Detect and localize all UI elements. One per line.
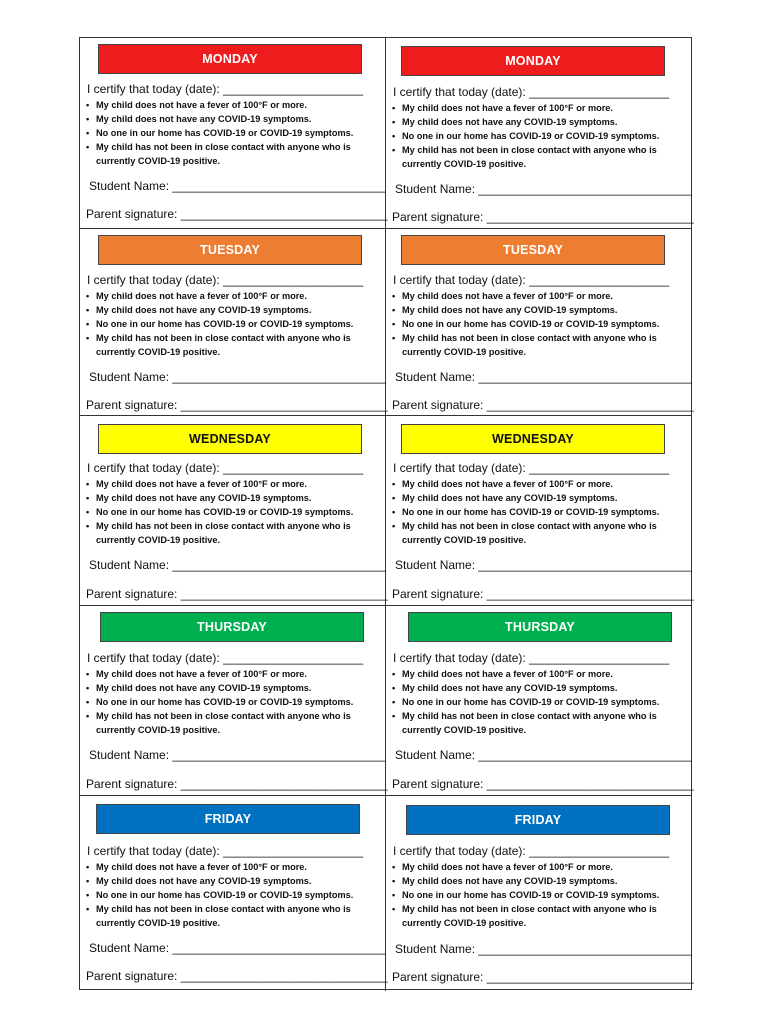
parent-signature-blank[interactable]: _______________________________ <box>180 398 388 412</box>
day-banner-friday: FRIDAY <box>406 805 670 835</box>
parent-signature-line <box>86 207 388 221</box>
parent-signature-blank[interactable]: _______________________________ <box>180 207 388 221</box>
certify-line <box>87 844 363 858</box>
statement-list <box>392 860 684 930</box>
certify-label: I certify that today (date): <box>393 651 526 665</box>
student-name-blank[interactable]: ________________________________ <box>172 179 386 193</box>
parent-signature-label: Parent signature: <box>86 207 178 221</box>
student-name-line <box>395 182 692 196</box>
parent-signature-line <box>86 969 388 983</box>
parent-signature-line <box>86 587 388 601</box>
certification-card <box>386 38 692 228</box>
statement-fever: • My child does not have a fever of 100°F or more. <box>392 667 684 681</box>
day-banner-monday: MONDAY <box>401 46 665 76</box>
certify-line <box>393 85 669 99</box>
student-name-blank[interactable]: ________________________________ <box>478 748 692 762</box>
date-blank[interactable]: _____________________ <box>223 844 364 858</box>
student-name-line <box>395 942 692 956</box>
day-banner-tuesday: TUESDAY <box>98 235 362 265</box>
day-banner-tuesday: TUESDAY <box>401 235 665 265</box>
day-row-wednesday <box>80 416 694 606</box>
certify-label: I certify that today (date): <box>87 651 220 665</box>
statement-household: • No one in our home has COVID-19 or COVID-19 symptoms. <box>86 888 378 902</box>
student-name-blank[interactable]: ________________________________ <box>172 941 386 955</box>
statement-fever: • My child does not have a fever of 100°F or more. <box>392 289 684 303</box>
statement-fever: • My child does not have a fever of 100°F or more. <box>86 667 378 681</box>
day-banner-thursday: THURSDAY <box>100 612 364 642</box>
student-name-blank[interactable]: ________________________________ <box>478 370 692 384</box>
parent-signature-line <box>392 210 694 224</box>
parent-signature-label: Parent signature: <box>86 969 178 983</box>
statement-household: • No one in our home has COVID-19 or COVID-19 symptoms. <box>392 888 684 902</box>
student-name-blank[interactable]: ________________________________ <box>172 558 386 572</box>
statement-fever: • My child does not have a fever of 100°F or more. <box>86 289 378 303</box>
student-name-line <box>89 558 386 572</box>
parent-signature-line <box>392 587 694 601</box>
student-name-blank[interactable]: ________________________________ <box>478 558 692 572</box>
date-blank[interactable]: _____________________ <box>529 461 670 475</box>
statement-symptoms: • My child does not have any COVID-19 symptoms. <box>392 115 684 129</box>
statement-symptoms: • My child does not have any COVID-19 symptoms. <box>392 874 684 888</box>
date-blank[interactable]: _____________________ <box>529 85 670 99</box>
student-name-label: Student Name: <box>89 941 170 955</box>
statement-fever: • My child does not have a fever of 100°F or more. <box>86 860 378 874</box>
statement-list <box>86 477 378 547</box>
statement-household: • No one in our home has COVID-19 or COVID-19 symptoms. <box>392 129 684 143</box>
student-name-line <box>395 748 692 762</box>
statement-contact: • My child has not been in close contact with anyone who is currently COVID-19 positive. <box>86 709 378 737</box>
parent-signature-blank[interactable]: _______________________________ <box>486 777 694 791</box>
day-row-friday <box>80 796 694 991</box>
student-name-label: Student Name: <box>89 370 170 384</box>
day-row-monday <box>80 38 694 229</box>
day-banner-wednesday: WEDNESDAY <box>98 424 362 454</box>
student-name-label: Student Name: <box>395 748 476 762</box>
statement-contact: • My child has not been in close contact with anyone who is currently COVID-19 positive. <box>392 519 684 547</box>
parent-signature-blank[interactable]: _______________________________ <box>486 587 694 601</box>
certify-label: I certify that today (date): <box>393 273 526 287</box>
certify-line <box>393 461 669 475</box>
student-name-blank[interactable]: ________________________________ <box>478 942 692 956</box>
statement-fever: • My child does not have a fever of 100°F or more. <box>392 477 684 491</box>
certification-card <box>80 38 386 228</box>
statement-list <box>86 860 378 930</box>
statement-symptoms: • My child does not have any COVID-19 symptoms. <box>86 491 378 505</box>
statement-household: • No one in our home has COVID-19 or COVID-19 symptoms. <box>86 126 378 140</box>
certify-line <box>393 651 669 665</box>
certify-line <box>87 82 363 96</box>
covid-certification-sheet <box>79 37 692 990</box>
student-name-label: Student Name: <box>395 942 476 956</box>
statement-fever: • My child does not have a fever of 100°F or more. <box>86 98 378 112</box>
statement-contact: • My child has not been in close contact with anyone who is currently COVID-19 positive. <box>392 902 684 930</box>
date-blank[interactable]: _____________________ <box>529 844 670 858</box>
parent-signature-label: Parent signature: <box>392 970 484 984</box>
parent-signature-blank[interactable]: _______________________________ <box>180 777 388 791</box>
student-name-label: Student Name: <box>395 558 476 572</box>
statement-list <box>392 477 684 547</box>
student-name-blank[interactable]: ________________________________ <box>172 370 386 384</box>
student-name-line <box>89 941 386 955</box>
certification-card <box>386 229 692 415</box>
statement-list <box>86 667 378 737</box>
statement-list <box>392 289 684 359</box>
student-name-label: Student Name: <box>89 179 170 193</box>
certify-line <box>87 273 363 287</box>
parent-signature-line <box>392 777 694 791</box>
certify-label: I certify that today (date): <box>87 461 220 475</box>
statement-symptoms: • My child does not have any COVID-19 symptoms. <box>392 303 684 317</box>
date-blank[interactable]: _____________________ <box>223 461 364 475</box>
statement-household: • No one in our home has COVID-19 or COVID-19 symptoms. <box>86 317 378 331</box>
parent-signature-line <box>86 398 388 412</box>
parent-signature-blank[interactable]: _______________________________ <box>486 398 694 412</box>
date-blank[interactable]: _____________________ <box>529 273 670 287</box>
student-name-line <box>89 370 386 384</box>
student-name-line <box>395 370 692 384</box>
parent-signature-label: Parent signature: <box>392 210 484 224</box>
statement-list <box>392 667 684 737</box>
statement-symptoms: • My child does not have any COVID-19 symptoms. <box>86 112 378 126</box>
certification-card <box>386 796 692 991</box>
statement-symptoms: • My child does not have any COVID-19 symptoms. <box>86 681 378 695</box>
certify-label: I certify that today (date): <box>87 844 220 858</box>
certify-line <box>87 651 363 665</box>
statement-fever: • My child does not have a fever of 100°F or more. <box>392 860 684 874</box>
certification-card <box>386 606 692 795</box>
parent-signature-label: Parent signature: <box>86 777 178 791</box>
student-name-line <box>89 748 386 762</box>
parent-signature-line <box>392 398 694 412</box>
statement-list <box>86 289 378 359</box>
certify-line <box>393 844 669 858</box>
date-blank[interactable]: _____________________ <box>529 651 670 665</box>
statement-contact: • My child has not been in close contact with anyone who is currently COVID-19 positive. <box>86 519 378 547</box>
certification-card <box>80 229 386 415</box>
certify-label: I certify that today (date): <box>393 85 526 99</box>
statement-list <box>86 98 378 168</box>
certify-line <box>87 461 363 475</box>
certify-label: I certify that today (date): <box>393 844 526 858</box>
parent-signature-blank[interactable]: _______________________________ <box>180 969 388 983</box>
certify-line <box>393 273 669 287</box>
certify-label: I certify that today (date): <box>87 82 220 96</box>
parent-signature-line <box>392 970 694 984</box>
statement-symptoms: • My child does not have any COVID-19 symptoms. <box>392 681 684 695</box>
parent-signature-label: Parent signature: <box>86 398 178 412</box>
parent-signature-blank[interactable]: _______________________________ <box>486 210 694 224</box>
student-name-blank[interactable]: ________________________________ <box>172 748 386 762</box>
certification-card <box>80 416 386 605</box>
parent-signature-blank[interactable]: _______________________________ <box>486 970 694 984</box>
statement-symptoms: • My child does not have any COVID-19 symptoms. <box>392 491 684 505</box>
student-name-label: Student Name: <box>395 182 476 196</box>
certify-label: I certify that today (date): <box>87 273 220 287</box>
statement-fever: • My child does not have a fever of 100°F or more. <box>86 477 378 491</box>
student-name-label: Student Name: <box>395 370 476 384</box>
date-blank[interactable]: _____________________ <box>223 82 364 96</box>
student-name-label: Student Name: <box>89 558 170 572</box>
statement-list <box>392 101 684 171</box>
statement-household: • No one in our home has COVID-19 or COVID-19 symptoms. <box>392 695 684 709</box>
statement-symptoms: • My child does not have any COVID-19 symptoms. <box>86 303 378 317</box>
statement-symptoms: • My child does not have any COVID-19 symptoms. <box>86 874 378 888</box>
student-name-blank[interactable]: ________________________________ <box>478 182 692 196</box>
certification-card <box>386 416 692 605</box>
student-name-line <box>89 179 386 193</box>
statement-household: • No one in our home has COVID-19 or COVID-19 symptoms. <box>86 505 378 519</box>
day-row-thursday <box>80 606 694 796</box>
date-blank[interactable]: _____________________ <box>223 651 364 665</box>
statement-contact: • My child has not been in close contact with anyone who is currently COVID-19 positive. <box>392 143 684 171</box>
parent-signature-line <box>86 777 388 791</box>
statement-contact: • My child has not been in close contact with anyone who is currently COVID-19 positive. <box>86 902 378 930</box>
day-banner-monday: MONDAY <box>98 44 362 74</box>
student-name-line <box>395 558 692 572</box>
statement-contact: • My child has not been in close contact with anyone who is currently COVID-19 positive. <box>86 140 378 168</box>
date-blank[interactable]: _____________________ <box>223 273 364 287</box>
day-row-tuesday <box>80 229 694 416</box>
certification-card <box>80 796 386 991</box>
student-name-label: Student Name: <box>89 748 170 762</box>
parent-signature-label: Parent signature: <box>86 587 178 601</box>
day-banner-friday: FRIDAY <box>96 804 360 834</box>
statement-household: • No one in our home has COVID-19 or COVID-19 symptoms. <box>392 505 684 519</box>
certification-card <box>80 606 386 795</box>
statement-household: • No one in our home has COVID-19 or COVID-19 symptoms. <box>86 695 378 709</box>
statement-contact: • My child has not been in close contact with anyone who is currently COVID-19 positive. <box>392 331 684 359</box>
parent-signature-label: Parent signature: <box>392 398 484 412</box>
day-banner-thursday: THURSDAY <box>408 612 672 642</box>
statement-fever: • My child does not have a fever of 100°F or more. <box>392 101 684 115</box>
statement-contact: • My child has not been in close contact with anyone who is currently COVID-19 positive. <box>86 331 378 359</box>
statement-contact: • My child has not been in close contact with anyone who is currently COVID-19 positive. <box>392 709 684 737</box>
parent-signature-label: Parent signature: <box>392 587 484 601</box>
parent-signature-label: Parent signature: <box>392 777 484 791</box>
parent-signature-blank[interactable]: _______________________________ <box>180 587 388 601</box>
day-banner-wednesday: WEDNESDAY <box>401 424 665 454</box>
certify-label: I certify that today (date): <box>393 461 526 475</box>
statement-household: • No one in our home has COVID-19 or COVID-19 symptoms. <box>392 317 684 331</box>
